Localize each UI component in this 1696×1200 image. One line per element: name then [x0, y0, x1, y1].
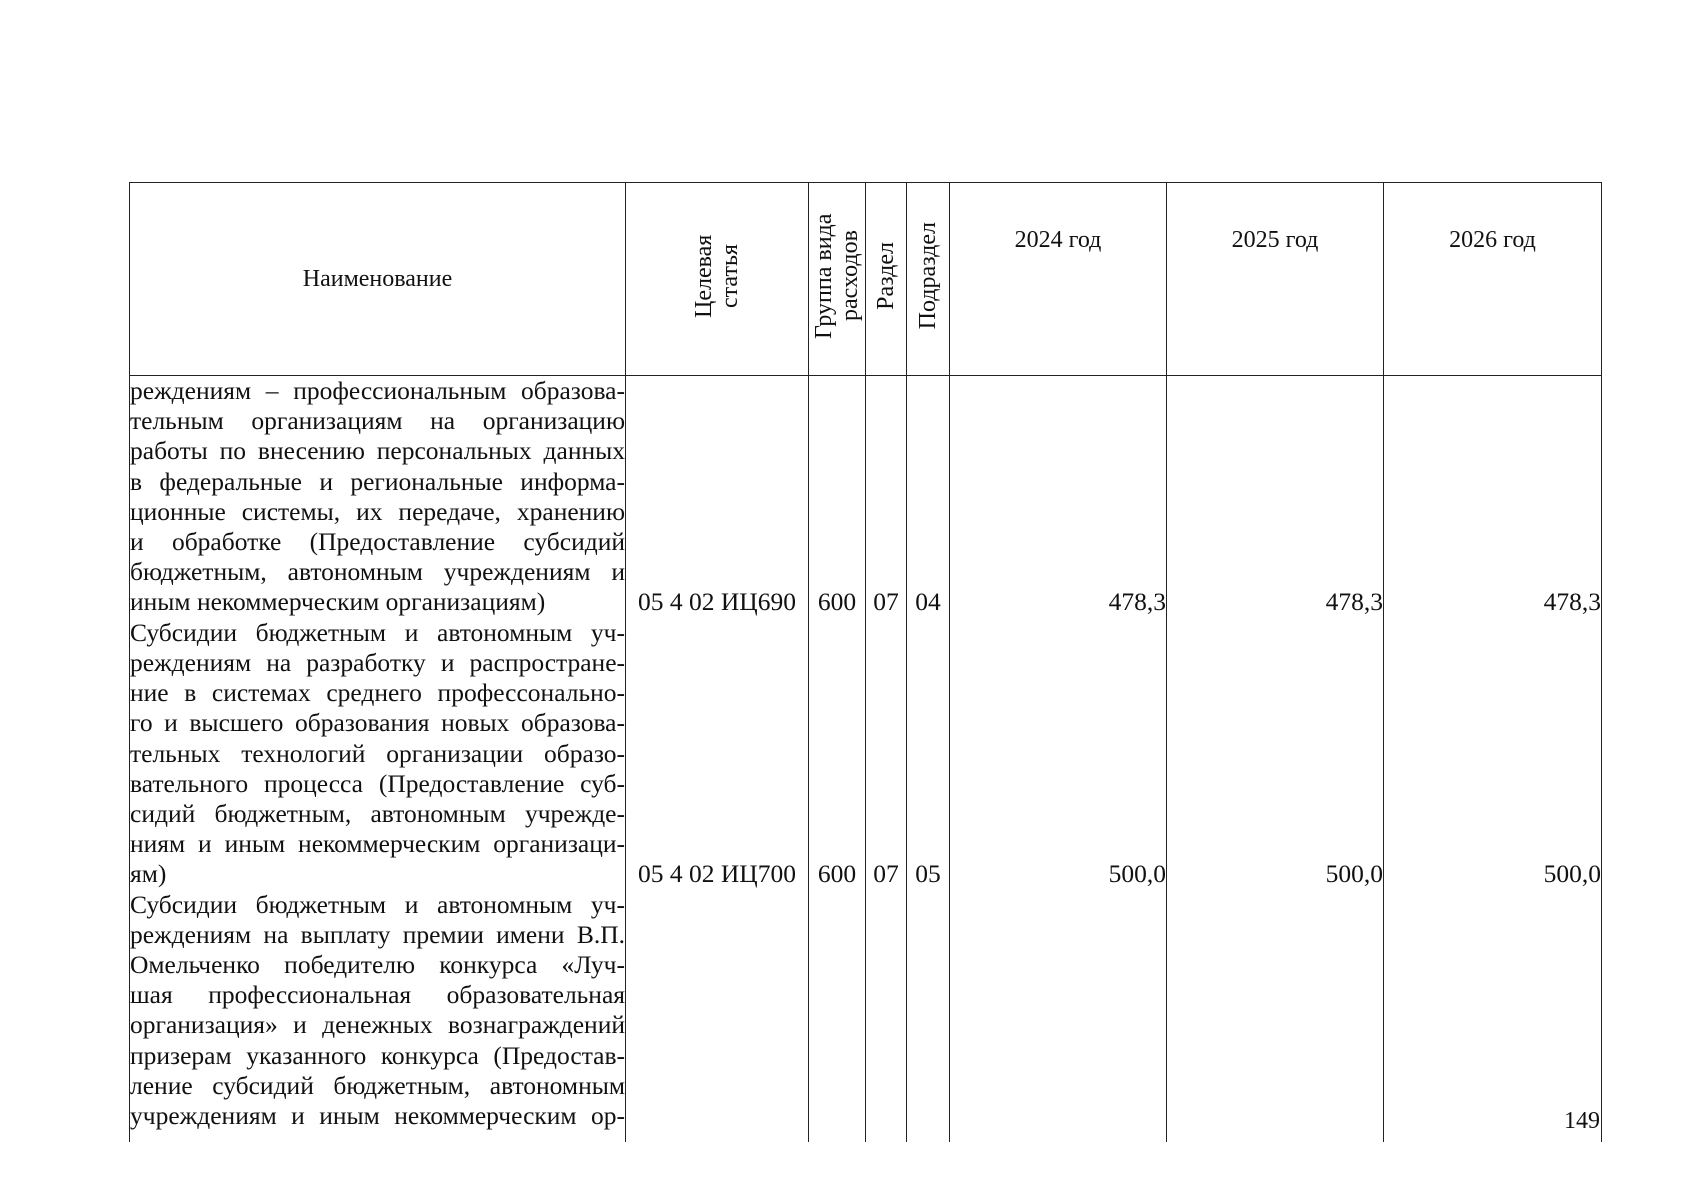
row-name-line: Омельченко победителю конкурса «Луч- [130, 950, 625, 980]
budget-table [129, 182, 1602, 1142]
table-body [130, 376, 1602, 1142]
row-name-line: ниям и иным некоммерческим организаци- [130, 829, 625, 859]
header-year-2024-label: 2024 год [1014, 227, 1102, 253]
row-name-line: ям) [130, 859, 167, 889]
table-row [130, 376, 1602, 618]
header-name [130, 183, 626, 376]
header-year-2025-label: 2025 год [1231, 227, 1319, 253]
header-year-2025 [1167, 183, 1384, 376]
row-value-2024: 500,0 [950, 618, 1167, 890]
row-name-line: тельных технологий организации образо- [130, 738, 625, 768]
row-name-line: Субсидии бюджетным и автономным уч- [130, 617, 625, 647]
row-name-line: реждениям на разработку и распростране- [130, 648, 625, 677]
header-name-label: Наименование [302, 265, 453, 292]
row-name-line: ние в системах среднего профессонально- [130, 678, 625, 708]
row-name-line: го и высшего образования новых образова- [130, 708, 625, 738]
header-subsection [907, 183, 950, 376]
table-row [130, 618, 1602, 890]
row-value-2026: 478,3 [1384, 376, 1602, 618]
row-subsection: 04 [907, 376, 950, 618]
row-name-line: реждениям на выплату премии имени В.П. [130, 919, 625, 949]
row-name-line: работы по внесению персональных данных [130, 436, 625, 466]
row-value-2024: 478,3 [950, 376, 1167, 618]
header-year-2026 [1384, 183, 1602, 376]
row-name-line: организация» и денежных вознаграждений [130, 1010, 625, 1040]
table-row [130, 890, 1602, 1142]
header-expense-group-label: Группа вида расходов [811, 212, 863, 339]
row-name-line: тельным организациям на организацию [130, 406, 625, 436]
row-name-line: реждениям – профессиональным образова- [130, 376, 625, 405]
row-value-2024 [950, 890, 1167, 1142]
header-row [130, 183, 1602, 376]
row-expense-group: 600 [809, 618, 866, 890]
row-name-line: бюджетным, автономным учреждениям и [130, 557, 625, 587]
row-name-cell [130, 890, 626, 1142]
row-target-article: 05 4 02 ИЦ690 [626, 376, 809, 618]
header-expense-group [809, 183, 866, 376]
row-value-2026 [1384, 890, 1602, 1142]
header-subsection-label: Подраздел [915, 221, 941, 330]
row-expense-group [809, 890, 866, 1142]
row-name-line: иным некоммерческим организациям) [130, 587, 546, 617]
row-value-2025: 500,0 [1167, 618, 1384, 890]
row-value-2026: 500,0 [1384, 618, 1602, 890]
row-target-article [626, 890, 809, 1142]
row-name-line: и обработке (Предоставление субсидий [130, 527, 625, 557]
row-name-line: вательного процесса (Предоставление суб- [130, 768, 625, 798]
row-value-2025 [1167, 890, 1384, 1142]
row-section [866, 890, 907, 1142]
row-section: 07 [866, 618, 907, 890]
page-number: 149 [1564, 1108, 1600, 1134]
header-year-2026-label: 2026 год [1449, 227, 1536, 253]
row-name-cell [130, 618, 626, 890]
row-section: 07 [866, 376, 907, 618]
row-name-cell [130, 376, 626, 618]
header-section [866, 183, 907, 376]
row-subsection [907, 890, 950, 1142]
header-section-label: Раздел [873, 241, 899, 310]
row-subsection: 05 [907, 618, 950, 890]
row-value-2025: 478,3 [1167, 376, 1384, 618]
row-name-line: призерам указанного конкурса (Предостав- [130, 1040, 625, 1070]
table-header [130, 183, 1602, 376]
row-name-line: учреждениям и иным некоммерческим ор- [130, 1101, 625, 1131]
row-name-line: Субсидии бюджетным и автономным уч- [130, 889, 625, 919]
row-name-line: в федеральные и региональные информа- [130, 466, 625, 496]
row-target-article: 05 4 02 ИЦ700 [626, 618, 809, 890]
header-year-2024 [950, 183, 1167, 376]
header-target-article [626, 183, 809, 376]
row-name-line: ление субсидий бюджетным, автономным [130, 1070, 625, 1100]
row-expense-group: 600 [809, 376, 866, 618]
row-name-line: шая профессиональная образовательная [130, 980, 625, 1010]
row-name-line: сидий бюджетным, автономным учрежде- [130, 799, 625, 829]
header-target-article-label: Целевая статья [691, 233, 743, 318]
row-name-line: ционные системы, их передаче, хранению [130, 496, 625, 526]
